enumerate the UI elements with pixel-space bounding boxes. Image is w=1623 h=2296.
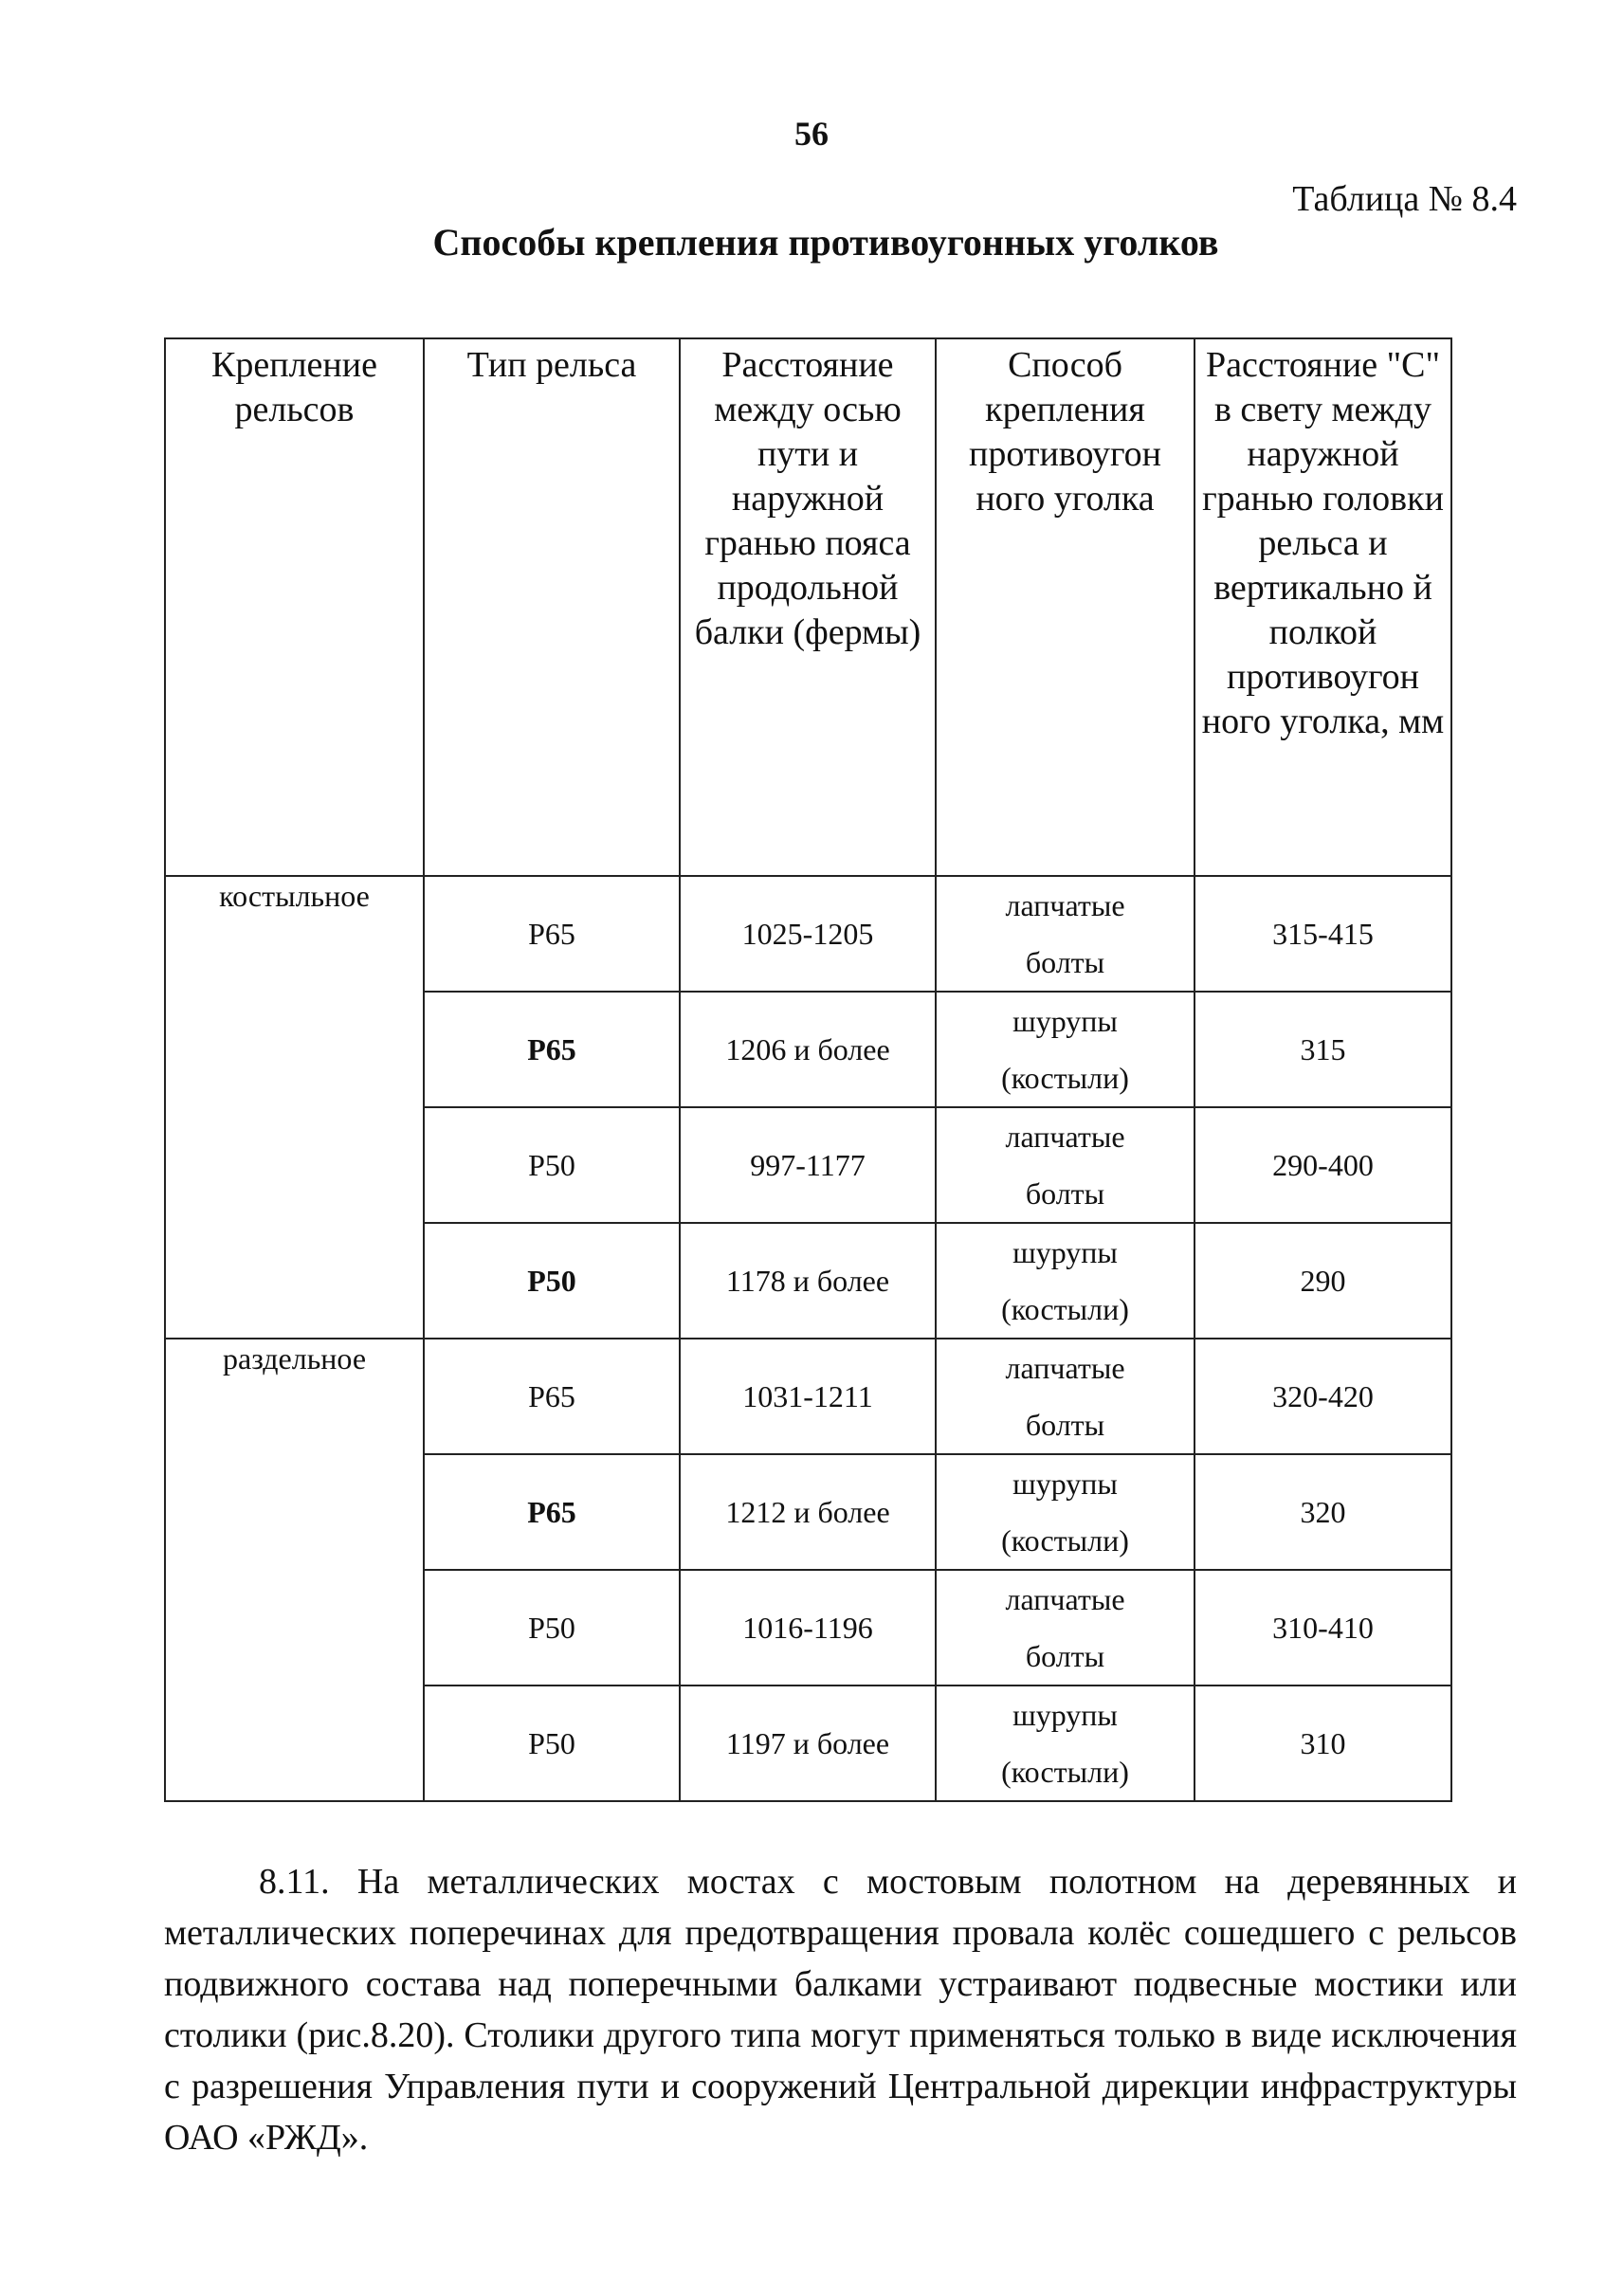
rail-type-cell: Р50 bbox=[424, 1107, 680, 1223]
method-line: лапчатые bbox=[1005, 1582, 1125, 1616]
clearance-cell: 320 bbox=[1194, 1454, 1451, 1570]
clearance-cell: 320-420 bbox=[1194, 1339, 1451, 1454]
fastening-table bbox=[164, 337, 1452, 1802]
method-cell bbox=[936, 1686, 1194, 1801]
method-line: болты bbox=[1025, 945, 1105, 979]
body-paragraph bbox=[164, 1856, 1517, 2163]
rail-type-cell bbox=[424, 1454, 680, 1570]
distance-cell: 1178 и более bbox=[680, 1223, 936, 1339]
header-method: Способ крепления противоугон ного уголка bbox=[936, 338, 1194, 876]
table-title: Способы крепления противоугонных уголков bbox=[432, 221, 1219, 264]
method-cell bbox=[936, 1454, 1194, 1570]
table-row bbox=[165, 876, 1451, 992]
rail-type-text: Р65 bbox=[527, 1494, 576, 1529]
method-line: лапчатые bbox=[1005, 1120, 1125, 1154]
method-line: (костыли) bbox=[1001, 1061, 1129, 1095]
method-line: (костыли) bbox=[1001, 1292, 1129, 1326]
table-header-row bbox=[165, 338, 1451, 876]
method-line: лапчатые bbox=[1005, 888, 1125, 922]
header-clearance: Расстояние "С" в свету между наружной гранью головки рельса и вертикально й полкой противоугон ного уголка, мм bbox=[1194, 338, 1451, 876]
rail-type-cell bbox=[424, 1223, 680, 1339]
clearance-cell: 315-415 bbox=[1194, 876, 1451, 992]
distance-cell: 1031-1211 bbox=[680, 1339, 936, 1454]
header-rail-fastening: Крепление рельсов bbox=[165, 338, 424, 876]
rail-type-text: Р65 bbox=[527, 1031, 576, 1066]
table-number: Таблица № 8.4 bbox=[1292, 179, 1517, 219]
rail-type-cell: Р50 bbox=[424, 1686, 680, 1801]
method-cell bbox=[936, 992, 1194, 1107]
method-line: болты bbox=[1025, 1176, 1105, 1211]
clearance-cell: 290 bbox=[1194, 1223, 1451, 1339]
distance-cell: 1197 и более bbox=[680, 1686, 936, 1801]
method-line: (костыли) bbox=[1001, 1523, 1129, 1558]
distance-cell: 1025-1205 bbox=[680, 876, 936, 992]
header-rail-type: Тип рельса bbox=[424, 338, 680, 876]
clearance-cell: 310-410 bbox=[1194, 1570, 1451, 1686]
mount-cell: раздельное bbox=[165, 1339, 424, 1801]
method-cell bbox=[936, 1570, 1194, 1686]
clearance-cell: 290-400 bbox=[1194, 1107, 1451, 1223]
method-line: шурупы bbox=[1012, 1235, 1118, 1269]
method-line: шурупы bbox=[1012, 1004, 1118, 1038]
page-number: 56 bbox=[794, 115, 829, 153]
rail-type-cell bbox=[424, 992, 680, 1107]
method-line: шурупы bbox=[1012, 1467, 1118, 1501]
clearance-cell: 310 bbox=[1194, 1686, 1451, 1801]
header-distance: Расстояние между осью пути и наружной гранью пояса продольной балки (фермы) bbox=[680, 338, 936, 876]
method-line: шурупы bbox=[1012, 1698, 1118, 1732]
method-line: лапчатые bbox=[1005, 1351, 1125, 1385]
method-cell bbox=[936, 1339, 1194, 1454]
method-line: болты bbox=[1025, 1408, 1105, 1442]
method-line: (костыли) bbox=[1001, 1755, 1129, 1789]
distance-cell: 1212 и более bbox=[680, 1454, 936, 1570]
method-line: болты bbox=[1025, 1639, 1105, 1673]
distance-cell: 997-1177 bbox=[680, 1107, 936, 1223]
rail-type-cell: Р50 bbox=[424, 1570, 680, 1686]
method-cell bbox=[936, 876, 1194, 992]
distance-cell: 1206 и более bbox=[680, 992, 936, 1107]
paragraph-text: 8.11. На металлических мостах с мостовым полотном на деревянных и металлических поперечинах для предотвращения провала колёс сошедшего с рельсов подвижного состава над поперечными балками устраивают подвесные мостики или столики (рис.8.20). Столики другого типа могут применяться только в виде исключения с разрешения Управления пути и сооружений Центральной дирекции инфраструктуры ОАО «РЖД». bbox=[164, 1862, 1517, 2158]
rail-type-cell: Р65 bbox=[424, 876, 680, 992]
method-cell bbox=[936, 1223, 1194, 1339]
table-row bbox=[165, 1339, 1451, 1454]
distance-cell: 1016-1196 bbox=[680, 1570, 936, 1686]
clearance-cell: 315 bbox=[1194, 992, 1451, 1107]
rail-type-text: Р50 bbox=[527, 1263, 576, 1298]
mount-cell: костыльное bbox=[165, 876, 424, 1339]
rail-type-cell: Р65 bbox=[424, 1339, 680, 1454]
method-cell bbox=[936, 1107, 1194, 1223]
